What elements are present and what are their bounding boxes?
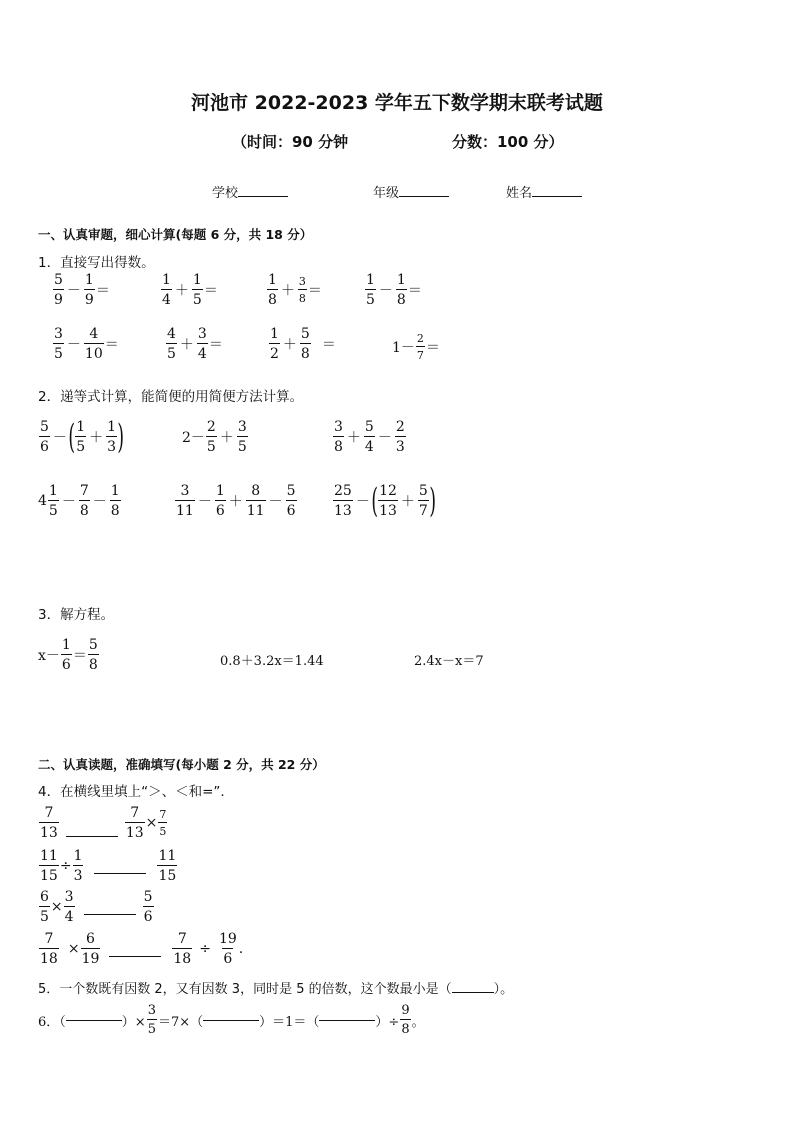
operator: ＋ xyxy=(400,494,415,510)
direct-calc-item xyxy=(165,327,223,361)
equals-sign: ＝ xyxy=(307,283,322,299)
fraction xyxy=(197,327,208,361)
numerator: 2 xyxy=(206,419,216,435)
fraction xyxy=(81,932,101,966)
denominator: 15 xyxy=(39,865,59,883)
denominator: 9 xyxy=(53,289,64,307)
denominator: 9 xyxy=(84,289,95,307)
compare-item-2 xyxy=(38,849,178,883)
denominator: 8 xyxy=(300,343,311,361)
numerator: 2 xyxy=(395,419,405,435)
equals-sign: ＝ xyxy=(208,337,223,353)
direct-calc-item xyxy=(364,273,422,307)
question-5 xyxy=(38,978,513,997)
numerator: 5 xyxy=(300,326,310,342)
step-calc-3 xyxy=(332,420,407,454)
left-paren: ( xyxy=(371,481,378,521)
operator: － xyxy=(377,430,392,446)
equation-2: 0.8＋3.2x＝1.44 xyxy=(220,654,324,669)
numerator: 5 xyxy=(40,419,49,435)
compare-item-3 xyxy=(38,890,155,924)
fraction xyxy=(61,638,72,672)
fraction xyxy=(192,273,203,307)
calc-text: x－ xyxy=(38,648,60,664)
fraction xyxy=(73,849,84,883)
denominator: 18 xyxy=(39,948,59,966)
fraction xyxy=(88,638,99,672)
fraction xyxy=(215,484,226,518)
fraction xyxy=(84,327,104,361)
fraction xyxy=(218,932,238,966)
answer-blank[interactable] xyxy=(203,1020,259,1021)
numerator: 25 xyxy=(334,483,352,499)
numerator: 5 xyxy=(364,419,374,435)
fraction xyxy=(166,327,177,361)
numerator: 12 xyxy=(379,483,397,499)
operator: ÷ xyxy=(199,941,211,957)
answer-blank[interactable] xyxy=(84,900,136,915)
fraction xyxy=(39,890,50,924)
question-text: ）÷ xyxy=(375,1014,400,1030)
denominator: 5 xyxy=(365,289,376,307)
question-1: 1．直接写出得数。 xyxy=(38,255,155,271)
numerator: 7 xyxy=(44,931,54,947)
name-field[interactable] xyxy=(506,182,582,201)
denominator: 3 xyxy=(395,436,406,454)
numerator: 11 xyxy=(40,848,58,864)
numerator: 1 xyxy=(110,483,120,499)
operator: × xyxy=(67,941,80,957)
fraction xyxy=(75,420,86,454)
numerator: 2 xyxy=(416,332,424,345)
denominator: 13 xyxy=(333,500,353,518)
question-text: 5．一个数既有因数 2，又有因数 3，同时是 5 的倍数，这个数最小是（ xyxy=(38,982,452,997)
denominator: 3 xyxy=(106,436,117,454)
operator: × xyxy=(145,815,158,831)
numerator: 1 xyxy=(270,326,279,342)
fraction xyxy=(298,276,307,304)
left-paren: ( xyxy=(68,417,75,457)
calc-text: 2－ xyxy=(182,430,205,446)
operator: ＋ xyxy=(174,283,189,299)
answer-blank[interactable] xyxy=(94,859,146,874)
grade-blank[interactable] xyxy=(399,196,449,197)
fraction xyxy=(395,420,406,454)
fraction xyxy=(125,806,145,840)
denominator: 5 xyxy=(53,343,64,361)
numerator: 3 xyxy=(197,326,207,342)
numerator: 1 xyxy=(192,272,202,288)
operator: ＋ xyxy=(228,494,243,510)
direct-calc-item xyxy=(160,273,218,307)
denominator: 13 xyxy=(378,500,398,518)
equals-sign: ＝ xyxy=(95,283,110,299)
school-blank[interactable] xyxy=(238,196,288,197)
operator: × xyxy=(50,899,63,915)
fraction xyxy=(378,484,398,518)
fraction xyxy=(64,890,75,924)
question-text: 。 xyxy=(411,1014,425,1030)
grade-label: 年级 xyxy=(373,186,400,201)
numerator: 3 xyxy=(298,275,306,288)
denominator: 8 xyxy=(88,654,99,672)
question-4: 4．在横线里填上“＞、＜和=”. xyxy=(38,784,225,800)
fraction xyxy=(84,273,95,307)
grade-field[interactable] xyxy=(373,182,449,201)
equation-1 xyxy=(38,638,100,672)
school-field[interactable] xyxy=(212,182,288,201)
operator: ＋ xyxy=(89,430,104,446)
operator: ＋ xyxy=(179,337,194,353)
numerator: 3 xyxy=(180,483,190,499)
denominator: 5 xyxy=(158,822,167,837)
denominator: 6 xyxy=(286,500,297,518)
answer-blank[interactable] xyxy=(452,992,494,993)
fraction xyxy=(396,273,407,307)
direct-calc-item xyxy=(268,327,336,361)
numerator: 7 xyxy=(177,931,187,947)
denominator: 5 xyxy=(192,289,203,307)
numerator: 6 xyxy=(86,931,95,947)
denominator: 8 xyxy=(298,289,307,304)
numerator: 1 xyxy=(48,483,58,499)
numerator: 6 xyxy=(40,889,49,905)
question-text: 6．（ xyxy=(38,1014,66,1030)
denominator: 10 xyxy=(84,343,104,361)
fraction xyxy=(237,420,248,454)
fraction xyxy=(110,484,121,518)
denominator: 6 xyxy=(143,906,154,924)
answer-blank[interactable] xyxy=(66,822,118,837)
denominator: 5 xyxy=(166,343,177,361)
direct-calc-item xyxy=(392,333,440,361)
fraction xyxy=(53,327,64,361)
denominator: 4 xyxy=(197,343,208,361)
operator: － xyxy=(355,494,370,510)
fraction xyxy=(48,484,59,518)
operator: － xyxy=(378,283,393,299)
denominator: 6 xyxy=(222,948,233,966)
numerator: 7 xyxy=(130,805,140,821)
denominator: 5 xyxy=(75,436,86,454)
numerator: 5 xyxy=(418,483,428,499)
answer-blank[interactable] xyxy=(319,1020,375,1021)
numerator: 3 xyxy=(334,419,343,435)
denominator: 13 xyxy=(125,822,145,840)
denominator: 11 xyxy=(175,500,195,518)
numerator: 3 xyxy=(147,1003,156,1018)
numerator: 1 xyxy=(73,848,83,864)
denominator: 8 xyxy=(333,436,344,454)
fraction xyxy=(147,1004,157,1036)
operator: － xyxy=(197,494,212,510)
denominator: 19 xyxy=(81,948,101,966)
equals-sign: ＝ xyxy=(104,337,119,353)
denominator: 8 xyxy=(267,289,278,307)
fraction xyxy=(106,420,117,454)
numerator: 5 xyxy=(143,889,153,905)
name-blank[interactable] xyxy=(532,196,582,197)
operator: ＋ xyxy=(219,430,234,446)
denominator: 5 xyxy=(147,1019,157,1036)
numerator: 9 xyxy=(401,1003,410,1018)
step-calc-2 xyxy=(182,420,249,454)
operator: － xyxy=(61,494,76,510)
denominator: 8 xyxy=(396,289,407,307)
numerator: 1 xyxy=(76,419,86,435)
fraction xyxy=(206,420,217,454)
numerator: 4 xyxy=(89,326,99,342)
section2-title: 二、认真读题，准确填写(每小题 2 分，共 22 分） xyxy=(38,757,325,772)
right-paren: ) xyxy=(429,481,436,521)
step-calc-6 xyxy=(332,481,436,521)
fraction xyxy=(269,327,280,361)
numerator: 7 xyxy=(44,805,54,821)
fraction xyxy=(418,484,429,518)
question-text: ）。 xyxy=(493,982,514,997)
numerator: 1 xyxy=(268,272,277,288)
denominator: 5 xyxy=(206,436,217,454)
denominator: 3 xyxy=(73,865,84,883)
question-6 xyxy=(38,1004,425,1036)
numerator: 7 xyxy=(159,808,167,821)
operator: ＋ xyxy=(282,337,297,353)
operator: ＋ xyxy=(346,430,361,446)
fraction xyxy=(364,420,375,454)
numerator: 11 xyxy=(158,848,177,864)
fraction xyxy=(333,484,353,518)
denominator: 18 xyxy=(172,948,192,966)
page-title: 河池市 2022-2023 学年五下数学期末联考试题 xyxy=(191,92,603,114)
fraction xyxy=(246,484,266,518)
fraction xyxy=(157,849,177,883)
denominator: 4 xyxy=(64,906,75,924)
name-label: 姓名 xyxy=(506,186,533,201)
numerator: 1 xyxy=(215,483,225,499)
denominator: 5 xyxy=(39,906,50,924)
direct-calc-item xyxy=(266,273,322,307)
equation-3: 2.4x－x＝7 xyxy=(414,654,484,669)
compare-item-1 xyxy=(38,806,168,840)
fraction xyxy=(39,932,59,966)
equals-sign: ＝ xyxy=(72,648,87,664)
fraction xyxy=(39,420,50,454)
fraction xyxy=(172,932,192,966)
fraction xyxy=(175,484,195,518)
denominator: 4 xyxy=(161,289,172,307)
fraction xyxy=(416,333,425,361)
numerator: 1 xyxy=(61,637,71,653)
numerator: 5 xyxy=(88,637,98,653)
numerator: 1 xyxy=(84,272,94,288)
denominator: 6 xyxy=(61,654,72,672)
operator: ÷ xyxy=(59,858,72,874)
question-text: ＝7×（ xyxy=(157,1014,204,1030)
operator: ＋ xyxy=(280,283,295,299)
numerator: 3 xyxy=(64,889,74,905)
fraction xyxy=(39,849,59,883)
fraction xyxy=(158,809,167,837)
denominator: 8 xyxy=(79,500,90,518)
denominator: 8 xyxy=(110,500,121,518)
direct-calc-item xyxy=(52,273,110,307)
fraction xyxy=(400,1004,410,1036)
school-label: 学校 xyxy=(212,186,239,201)
operator: － xyxy=(52,430,67,446)
numerator: 3 xyxy=(54,326,63,342)
fraction xyxy=(79,484,90,518)
equals-sign: ＝ xyxy=(321,337,336,353)
denominator: 6 xyxy=(39,436,50,454)
denominator: 8 xyxy=(400,1019,410,1036)
step-calc-4 xyxy=(38,484,122,518)
numerator: 19 xyxy=(218,931,237,947)
period: . xyxy=(238,941,244,957)
operator: － xyxy=(92,494,107,510)
numerator: 8 xyxy=(251,483,261,499)
equals-sign: ＝ xyxy=(425,340,440,356)
fraction xyxy=(161,273,172,307)
question-text: ）× xyxy=(121,1014,146,1030)
question-2: 2．递等式计算，能简便的用简便方法计算。 xyxy=(38,389,304,405)
whole-number: 4 xyxy=(38,493,47,509)
answer-blank[interactable] xyxy=(109,942,161,957)
section1-title: 一、认真审题，细心计算(每题 6 分，共 18 分） xyxy=(38,227,313,242)
fraction xyxy=(300,327,311,361)
compare-item-4 xyxy=(38,932,243,966)
operator: － xyxy=(268,494,283,510)
equals-sign: ＝ xyxy=(203,283,218,299)
numerator: 5 xyxy=(54,272,63,288)
fraction xyxy=(365,273,376,307)
numerator: 1 xyxy=(162,272,171,288)
time-info: （时间：90 分钟 xyxy=(232,133,349,151)
fraction xyxy=(333,420,344,454)
right-paren: ) xyxy=(117,417,124,457)
answer-blank[interactable] xyxy=(66,1020,122,1021)
numerator: 1 xyxy=(396,272,406,288)
fraction xyxy=(267,273,278,307)
numerator: 7 xyxy=(79,483,89,499)
denominator: 7 xyxy=(418,500,429,518)
denominator: 2 xyxy=(269,343,280,361)
numerator: 5 xyxy=(286,483,296,499)
step-calc-5 xyxy=(174,484,298,518)
numerator: 1 xyxy=(366,272,375,288)
direct-calc-item xyxy=(52,327,119,361)
denominator: 5 xyxy=(48,500,59,518)
denominator: 4 xyxy=(364,436,375,454)
calc-text: 1－ xyxy=(392,340,415,356)
fraction xyxy=(143,890,154,924)
equals-sign: ＝ xyxy=(407,283,422,299)
numerator: 1 xyxy=(107,419,117,435)
operator: － xyxy=(66,337,81,353)
operator: － xyxy=(66,283,81,299)
denominator: 7 xyxy=(416,346,425,361)
denominator: 5 xyxy=(237,436,248,454)
denominator: 11 xyxy=(246,500,266,518)
denominator: 13 xyxy=(39,822,59,840)
step-calc-1 xyxy=(38,417,124,457)
question-text: ）＝1＝（ xyxy=(259,1014,320,1030)
fraction xyxy=(286,484,297,518)
denominator: 6 xyxy=(215,500,226,518)
numerator: 3 xyxy=(237,419,247,435)
fraction xyxy=(39,806,59,840)
denominator: 15 xyxy=(157,865,177,883)
question-3: 3．解方程。 xyxy=(38,607,115,623)
fraction xyxy=(53,273,64,307)
score-info: 分数：100 分） xyxy=(452,133,564,151)
numerator: 4 xyxy=(167,326,176,342)
